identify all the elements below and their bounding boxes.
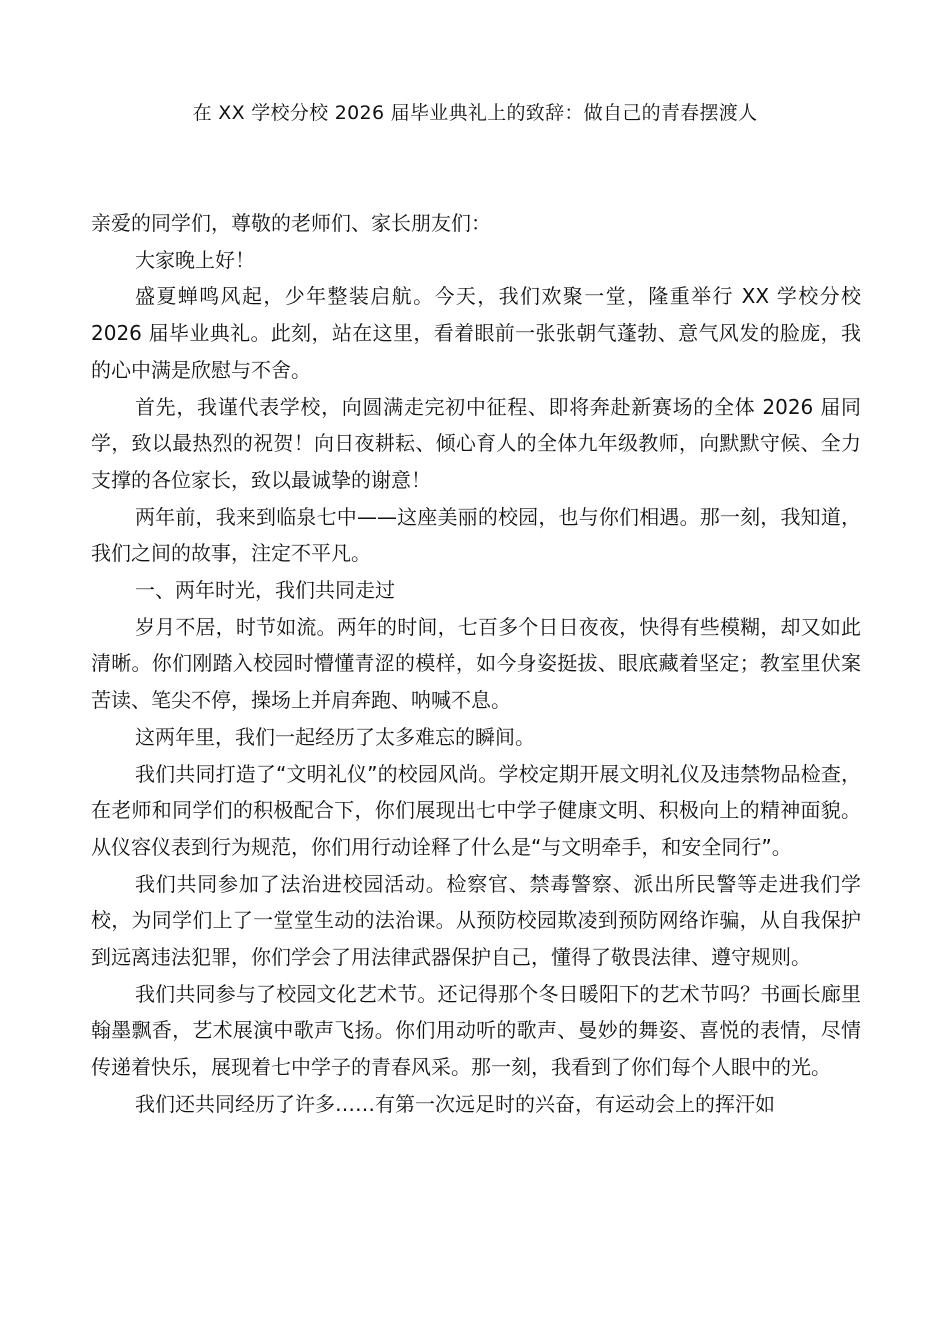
section-heading: 一、两年时光，我们共同走过 <box>135 578 395 603</box>
greeting: 大家晚上好！ <box>135 247 255 272</box>
document-body <box>91 205 861 1123</box>
document-title: 在 XX 学校分校 2026 届毕业典礼上的致辞：做自己的青春摆渡人 <box>192 102 758 124</box>
paragraph: 盛夏蝉鸣风起，少年整装启航。今天，我们欢聚一堂，隆重举行 XX 学校分校 2026 届毕业典礼。此刻，站在这里，看着眼前一张张朝气蓬勃、意气风发的脸庞，我的心中满是欣慰与不舍。 <box>91 284 861 382</box>
paragraph: 我们还共同经历了许多……有第一次远足时的兴奋，有运动会上的挥汗如 <box>135 1091 775 1116</box>
paragraph: 我们共同参与了校园文化艺术节。还记得那个冬日暖阳下的艺术节吗？书画长廊里翰墨飘香，艺术展演中歌声飞扬。你们用动听的歌声、曼妙的舞姿、喜悦的表情，尽情传递着快乐，展现着七中学子的青春风采。那一刻，我看到了你们每个人眼中的光。 <box>91 981 861 1080</box>
paragraph: 我们共同参加了法治进校园活动。检察官、禁毒警察、派出所民警等走进我们学校，为同学们上了一堂堂生动的法治课。从预防校园欺凌到预防网络诈骗，从自我保护到远离违法犯罪，你们学会了用法律武器保护自己，懂得了敬畏法律、遵守规则。 <box>91 871 861 970</box>
paragraph: 岁月不居，时节如流。两年的时间，七百多个日日夜夜，快得有些模糊，却又如此清晰。你们刚踏入校园时懵懂青涩的模样，如今身姿挺拔、眼底藏着坚定；教室里伏案苦读、笔尖不停，操场上并肩奔跑、呐喊不息。 <box>91 614 861 713</box>
paragraph: 首先，我谨代表学校，向圆满走完初中征程、即将奔赴新赛场的全体 2026 届同学，致以最热烈的祝贺！向日夜耕耘、倾心育人的全体九年级教师，向默默守候、全力支撑的各位家长，致以最诚挚的谢意！ <box>91 394 861 492</box>
paragraph: 这两年里，我们一起经历了太多难忘的瞬间。 <box>135 724 535 749</box>
salutation: 亲爱的同学们，尊敬的老师们、家长朋友们： <box>91 211 491 235</box>
paragraph: 我们共同打造了“文明礼仪”的校园风尚。学校定期开展文明礼仪及违禁物品检查，在老师和同学们的积极配合下，你们展现出七中学子健康文明、积极向上的精神面貌。从仪容仪表到行为规范，你们用行动诠释了什么是“与文明牵手，和安全同行”。 <box>91 761 861 859</box>
paragraph: 两年前，我来到临泉七中——这座美丽的校园，也与你们相遇。那一刻，我知道，我们之间的故事，注定不平凡。 <box>91 504 861 566</box>
